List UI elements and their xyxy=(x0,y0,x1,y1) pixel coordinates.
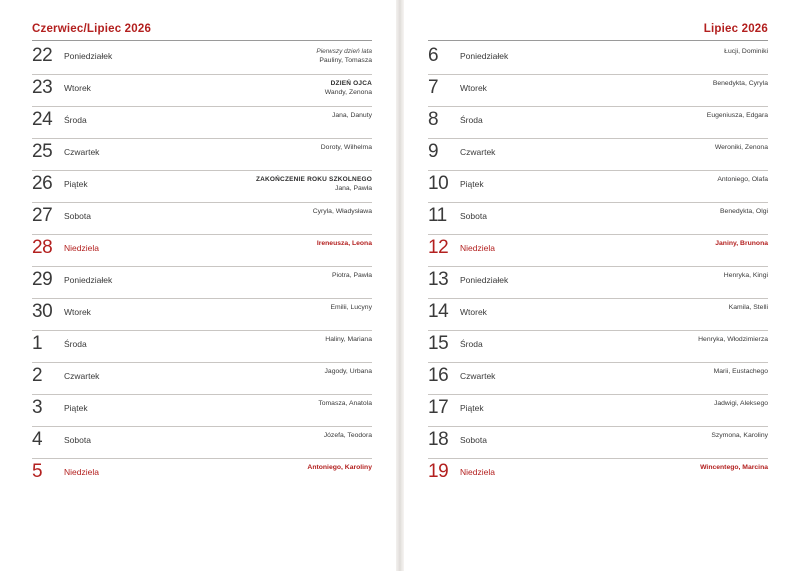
day-name: Sobota xyxy=(460,211,487,221)
day-number: 10 xyxy=(428,173,449,194)
day-row[interactable] xyxy=(428,107,768,139)
name-day-names: Marii, Eustachego xyxy=(713,368,768,375)
day-annotations xyxy=(724,46,768,57)
day-name: Czwartek xyxy=(64,147,100,157)
day-annotations xyxy=(707,110,768,121)
day-annotations xyxy=(729,302,768,313)
day-row[interactable] xyxy=(428,267,768,299)
name-day-names: Cyryla, Władysława xyxy=(312,208,372,215)
day-annotations xyxy=(700,462,768,473)
day-annotations xyxy=(711,430,768,441)
day-number: 15 xyxy=(428,333,449,354)
day-name: Wtorek xyxy=(64,83,91,93)
name-day-names: Józefa, Teodora xyxy=(323,432,372,439)
day-number: 7 xyxy=(428,77,439,98)
day-annotations xyxy=(317,238,372,249)
day-row[interactable] xyxy=(32,139,372,171)
name-day-names: Łucji, Dominiki xyxy=(724,48,768,55)
day-row[interactable] xyxy=(428,43,768,75)
day-name: Niedziela xyxy=(64,243,99,253)
day-row[interactable] xyxy=(32,395,372,427)
day-name: Piątek xyxy=(460,403,484,413)
day-number: 18 xyxy=(428,429,449,450)
day-number: 12 xyxy=(428,237,449,258)
day-number: 14 xyxy=(428,301,449,322)
day-row[interactable] xyxy=(428,395,768,427)
day-row[interactable] xyxy=(32,171,372,203)
name-day-names: Antoniego, Karoliny xyxy=(307,464,372,471)
day-row[interactable] xyxy=(428,299,768,331)
day-row[interactable] xyxy=(32,75,372,107)
day-annotations xyxy=(720,206,768,217)
right-month-title: Lipiec 2026 xyxy=(703,23,768,35)
day-row[interactable] xyxy=(32,203,372,235)
day-name: Sobota xyxy=(460,435,487,445)
day-name: Piątek xyxy=(64,179,88,189)
day-annotations xyxy=(325,78,372,98)
day-row[interactable] xyxy=(428,427,768,459)
day-annotations xyxy=(332,110,372,121)
day-annotations xyxy=(325,334,372,345)
day-row[interactable] xyxy=(428,203,768,235)
day-row[interactable] xyxy=(428,139,768,171)
day-annotations xyxy=(256,174,372,194)
day-name: Poniedziałek xyxy=(64,51,113,61)
day-annotations xyxy=(332,270,372,281)
day-name: Środa xyxy=(460,339,483,349)
name-day-names: Haliny, Mariana xyxy=(325,336,372,343)
day-row[interactable] xyxy=(32,459,372,491)
day-number: 26 xyxy=(32,173,53,194)
day-annotations xyxy=(330,302,372,313)
day-number: 6 xyxy=(428,45,439,66)
day-row[interactable] xyxy=(428,171,768,203)
day-annotations xyxy=(714,398,768,409)
name-day-names: Ireneusza, Leona xyxy=(316,240,372,247)
day-number: 27 xyxy=(32,205,53,226)
name-day-names: Jana, Pawła xyxy=(334,185,372,192)
day-annotations xyxy=(313,206,372,217)
name-day-names: Wincentego, Marcina xyxy=(700,464,768,471)
day-number: 11 xyxy=(428,205,447,226)
day-name: Wtorek xyxy=(460,83,487,93)
day-name: Wtorek xyxy=(64,307,91,317)
name-day-names: Piotra, Pawła xyxy=(331,272,372,279)
day-number: 17 xyxy=(428,397,449,418)
left-month-title: Czerwiec/Lipiec 2026 xyxy=(32,23,152,35)
name-day-names: Weroniki, Zenona xyxy=(714,144,768,151)
day-number: 22 xyxy=(32,45,53,66)
name-day-names: Doroty, Wilhelma xyxy=(320,144,372,151)
name-day-names: Jagody, Urbana xyxy=(324,368,372,375)
day-name: Środa xyxy=(64,339,87,349)
day-annotations xyxy=(714,366,768,377)
day-number: 13 xyxy=(428,269,449,290)
day-annotations xyxy=(324,430,372,441)
day-row[interactable] xyxy=(428,235,768,267)
day-row[interactable] xyxy=(32,107,372,139)
day-annotations xyxy=(318,398,372,409)
day-number: 19 xyxy=(428,461,449,482)
day-row[interactable] xyxy=(32,267,372,299)
name-day-names: Szymona, Karoliny xyxy=(711,432,768,439)
name-day-names: Jana, Danuty xyxy=(331,112,372,119)
name-day-names: Benedykta, Cyryla xyxy=(712,80,768,87)
name-day-names: Kamila, Stelli xyxy=(728,304,768,311)
name-day-names: Henryka, Włodzimierza xyxy=(698,336,768,343)
day-row[interactable] xyxy=(32,43,372,75)
calendar-page-right xyxy=(400,0,800,571)
day-name: Piątek xyxy=(460,179,484,189)
day-name: Piątek xyxy=(64,403,88,413)
name-day-names: Benedykta, Olgi xyxy=(720,208,768,215)
day-row[interactable] xyxy=(32,363,372,395)
day-name: Poniedziałek xyxy=(460,275,509,285)
name-day-names: Eugeniusza, Edgara xyxy=(706,112,768,119)
day-name: Czwartek xyxy=(64,371,100,381)
day-name: Niedziela xyxy=(64,467,99,477)
day-annotations xyxy=(307,462,372,473)
name-day-names: Wandy, Zenona xyxy=(324,89,372,96)
day-row[interactable] xyxy=(32,331,372,363)
day-annotations xyxy=(316,46,372,66)
day-note: DZIEŃ OJCA xyxy=(330,80,372,87)
day-row[interactable] xyxy=(428,331,768,363)
name-day-names: Emilii, Lucyny xyxy=(330,304,372,311)
name-day-names: Henryka, Kingi xyxy=(723,272,768,279)
day-number: 5 xyxy=(32,461,43,482)
day-row[interactable] xyxy=(428,75,768,107)
day-row[interactable] xyxy=(32,299,372,331)
day-number: 4 xyxy=(32,429,43,450)
day-name: Poniedziałek xyxy=(460,51,509,61)
left-day-list xyxy=(32,43,372,491)
left-page-header xyxy=(32,14,372,41)
day-row[interactable] xyxy=(32,235,372,267)
day-number: 23 xyxy=(32,77,53,98)
day-number: 25 xyxy=(32,141,53,162)
name-day-names: Tomasza, Anatola xyxy=(318,400,372,407)
day-number: 30 xyxy=(32,301,53,322)
name-day-names: Antoniego, Olafa xyxy=(717,176,768,183)
day-number: 1 xyxy=(32,333,43,354)
day-name: Niedziela xyxy=(460,467,495,477)
day-number: 9 xyxy=(428,141,439,162)
day-name: Sobota xyxy=(64,435,91,445)
day-number: 8 xyxy=(428,109,439,130)
day-annotations xyxy=(724,270,768,281)
right-page-header xyxy=(428,14,768,41)
day-name: Sobota xyxy=(64,211,91,221)
day-name: Wtorek xyxy=(460,307,487,317)
name-day-names: Jadwigi, Aleksego xyxy=(713,400,768,407)
day-name: Środa xyxy=(460,115,483,125)
day-annotations xyxy=(715,142,768,153)
day-annotations xyxy=(713,78,768,89)
day-name: Środa xyxy=(64,115,87,125)
right-day-list xyxy=(428,43,768,491)
day-number: 2 xyxy=(32,365,43,386)
day-note: ZAKOŃCZENIE ROKU SZKOLNEGO xyxy=(255,176,372,183)
name-day-names: Janiny, Brunona xyxy=(715,240,768,247)
day-annotations xyxy=(717,174,768,185)
day-annotations xyxy=(715,238,768,249)
day-annotations xyxy=(325,366,372,377)
day-number: 29 xyxy=(32,269,53,290)
name-day-names: Pauliny, Tomasza xyxy=(319,57,372,64)
day-number: 3 xyxy=(32,397,43,418)
day-name: Czwartek xyxy=(460,371,496,381)
day-number: 28 xyxy=(32,237,53,258)
day-note: Pierwszy dzień lata xyxy=(316,48,372,55)
day-number: 16 xyxy=(428,365,449,386)
day-number: 24 xyxy=(32,109,53,130)
day-row[interactable] xyxy=(428,459,768,491)
day-name: Niedziela xyxy=(460,243,495,253)
day-row[interactable] xyxy=(428,363,768,395)
day-name: Czwartek xyxy=(460,147,496,157)
day-annotations xyxy=(321,142,372,153)
day-row[interactable] xyxy=(32,427,372,459)
day-annotations xyxy=(698,334,768,345)
day-name: Poniedziałek xyxy=(64,275,113,285)
